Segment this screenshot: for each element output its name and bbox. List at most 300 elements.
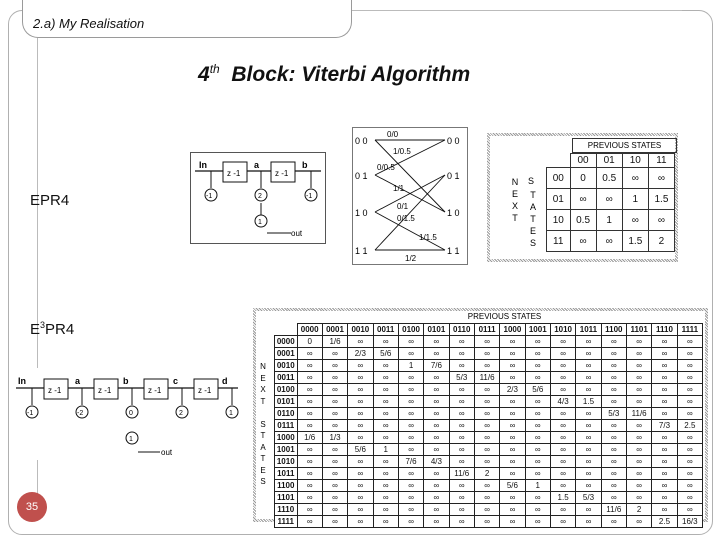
e3pr4-row-label: 1000 [275, 432, 298, 444]
e3pr4-table-row [275, 384, 703, 396]
e3pr4-cell: ∞ [373, 516, 398, 528]
e3pr4-cell: ∞ [550, 516, 575, 528]
e3pr4-side-letter: E [260, 465, 266, 475]
e3pr4-side-letter: X [260, 385, 266, 394]
e3pr4-cell: 7/6 [424, 360, 449, 372]
e3pr4-cell: ∞ [424, 492, 449, 504]
e3pr4-cell: ∞ [576, 468, 601, 480]
epr4-table-corner [547, 154, 571, 168]
title-text: Block: Viterbi Algorithm [231, 63, 471, 86]
e3pr4-table-row [275, 360, 703, 372]
e3pr4-cell: ∞ [322, 408, 347, 420]
epr4-table-row-00 [547, 168, 675, 189]
e3pr4-label-prefix: E [30, 321, 41, 338]
e3pr4-cell: ∞ [424, 516, 449, 528]
e3pr4-cell: ∞ [398, 408, 423, 420]
e3pr4-cell: ∞ [500, 468, 525, 480]
e3pr4-cell: ∞ [348, 480, 373, 492]
e3pr4-cell: ∞ [398, 516, 423, 528]
e3pr4-cell: ∞ [677, 480, 702, 492]
e3pr4-cell: ∞ [550, 468, 575, 480]
epr4-cell: 0 [570, 168, 596, 189]
e3pr4-cell: 5/6 [525, 384, 550, 396]
e3pr4-cell: ∞ [449, 408, 474, 420]
e3pr4-cell: ∞ [348, 492, 373, 504]
epr4-state-table-panel [490, 136, 675, 259]
e3pr4-cell: ∞ [297, 396, 322, 408]
epr4-cell: ∞ [648, 168, 674, 189]
e3pr4-cell: ∞ [576, 432, 601, 444]
e3pr4-cell: ∞ [500, 456, 525, 468]
epr4-coef-3: -1 [306, 193, 313, 200]
epr4-row-label: 11 [547, 231, 571, 252]
title-ordinal-suffix: th [209, 62, 220, 76]
epr4-cell: ∞ [648, 210, 674, 231]
e3pr4-coef-3: 0 [129, 410, 133, 417]
e3pr4-coef-6: 1 [129, 436, 133, 443]
e3pr4-cell: ∞ [449, 384, 474, 396]
e3pr4-cell: ∞ [348, 516, 373, 528]
e3pr4-cell: ∞ [652, 468, 677, 480]
e3pr4-cell: ∞ [576, 384, 601, 396]
e3pr4-cell: 1 [398, 360, 423, 372]
e3pr4-table-row [275, 480, 703, 492]
e3pr4-cell: ∞ [550, 360, 575, 372]
epr4-side-s: S [528, 176, 535, 186]
e3pr4-cell: 1/3 [322, 432, 347, 444]
trellis-diagram [352, 127, 468, 265]
e3pr4-cell: ∞ [601, 516, 626, 528]
e3pr4-cell: 11/6 [449, 468, 474, 480]
e3pr4-cell: ∞ [525, 516, 550, 528]
e3pr4-cell: ∞ [525, 360, 550, 372]
e3pr4-cell: ∞ [652, 396, 677, 408]
e3pr4-cell: 16/3 [677, 516, 702, 528]
e3pr4-cell: ∞ [652, 504, 677, 516]
epr4-side-left-t: T [512, 213, 518, 223]
e3pr4-cell: ∞ [601, 396, 626, 408]
e3pr4-coef-1: -1 [27, 410, 34, 417]
e3pr4-side-letter: S [260, 419, 266, 429]
e3pr4-table-row [275, 504, 703, 516]
e3pr4-cell: ∞ [373, 432, 398, 444]
e3pr4-row-label: 0000 [275, 336, 298, 348]
e3pr4-table-corner [275, 324, 298, 336]
e3pr4-cell: ∞ [474, 420, 499, 432]
e3pr4-cell: ∞ [601, 480, 626, 492]
e3pr4-col-header: 0111 [474, 324, 499, 336]
e3pr4-metric-table [274, 323, 703, 528]
e3pr4-col-header: 1010 [550, 324, 575, 336]
e3pr4-cell: ∞ [348, 504, 373, 516]
e3pr4-cell: ∞ [525, 372, 550, 384]
e3pr4-cell: ∞ [525, 492, 550, 504]
e3pr4-cell: ∞ [449, 360, 474, 372]
e3pr4-cell: 5/3 [601, 408, 626, 420]
e3pr4-cell: ∞ [626, 456, 651, 468]
e3pr4-cell: ∞ [398, 396, 423, 408]
e3pr4-side-letter: T [260, 431, 266, 440]
slide-title [198, 62, 470, 87]
e3pr4-cell: ∞ [525, 456, 550, 468]
e3pr4-col-header: 0010 [348, 324, 373, 336]
e3pr4-cell: ∞ [525, 408, 550, 420]
e3pr4-cell: ∞ [474, 492, 499, 504]
e3pr4-cell: ∞ [576, 456, 601, 468]
e3pr4-cell: ∞ [677, 408, 702, 420]
e3pr4-cell: ∞ [626, 516, 651, 528]
e3pr4-cell: ∞ [652, 444, 677, 456]
e3pr4-cell: ∞ [474, 336, 499, 348]
e3pr4-cell: ∞ [550, 504, 575, 516]
e3pr4-cell: ∞ [601, 444, 626, 456]
e3pr4-row-label: 0010 [275, 360, 298, 372]
e3pr4-cell: ∞ [576, 372, 601, 384]
e3pr4-cell: ∞ [500, 348, 525, 360]
e3pr4-cell: ∞ [322, 420, 347, 432]
e3pr4-node-b: b [123, 376, 129, 386]
e3pr4-cell: 4/3 [550, 396, 575, 408]
e3pr4-cell: ∞ [424, 468, 449, 480]
e3pr4-cell: ∞ [449, 516, 474, 528]
title-ordinal-number: 4 [198, 63, 210, 86]
e3pr4-cell: ∞ [398, 432, 423, 444]
e3pr4-cell: ∞ [449, 396, 474, 408]
epr4-col-00: 00 [570, 154, 596, 168]
epr4-row-label: 01 [547, 189, 571, 210]
e3pr4-cell: ∞ [500, 516, 525, 528]
trellis-right-state-10: 1 0 [447, 208, 460, 218]
e3pr4-cell: ∞ [322, 516, 347, 528]
e3pr4-cell: ∞ [297, 348, 322, 360]
e3pr4-cell: ∞ [525, 420, 550, 432]
epr4-table-col-header-row [547, 154, 675, 168]
e3pr4-cell: ∞ [525, 504, 550, 516]
e3pr4-cell: ∞ [424, 432, 449, 444]
e3pr4-cell: ∞ [550, 420, 575, 432]
e3pr4-cell: ∞ [576, 348, 601, 360]
e3pr4-cell: 7/3 [652, 420, 677, 432]
e3pr4-cell: ∞ [626, 468, 651, 480]
e3pr4-cell: ∞ [297, 504, 322, 516]
e3pr4-col-header: 1111 [677, 324, 702, 336]
e3pr4-cell: ∞ [576, 336, 601, 348]
e3pr4-col-header: 0110 [449, 324, 474, 336]
e3pr4-cell: ∞ [652, 432, 677, 444]
e3pr4-cell: ∞ [424, 504, 449, 516]
e3pr4-cell: ∞ [500, 396, 525, 408]
epr4-table-row-11 [547, 231, 675, 252]
e3pr4-cell: ∞ [322, 384, 347, 396]
e3pr4-cell: ∞ [297, 444, 322, 456]
e3pr4-cell: ∞ [449, 504, 474, 516]
e3pr4-cell: ∞ [652, 348, 677, 360]
e3pr4-cell: ∞ [424, 444, 449, 456]
e3pr4-table-row [275, 348, 703, 360]
e3pr4-cell: ∞ [576, 504, 601, 516]
epr4-cell: 0.5 [570, 210, 596, 231]
e3pr4-cell: ∞ [474, 456, 499, 468]
e3pr4-cell: ∞ [424, 480, 449, 492]
e3pr4-cell: 2.5 [677, 420, 702, 432]
e3pr4-cell: ∞ [348, 456, 373, 468]
e3pr4-row-label: 1010 [275, 456, 298, 468]
e3pr4-cell: ∞ [373, 384, 398, 396]
e3pr4-cell: ∞ [373, 336, 398, 348]
e3pr4-table-row [275, 516, 703, 528]
e3pr4-cell: 2 [626, 504, 651, 516]
e3pr4-cell: ∞ [322, 480, 347, 492]
e3pr4-coef-5: 1 [229, 410, 233, 417]
e3pr4-cell: ∞ [550, 408, 575, 420]
e3pr4-cell: ∞ [652, 360, 677, 372]
e3pr4-table-row [275, 396, 703, 408]
e3pr4-cell: 11/6 [474, 372, 499, 384]
e3pr4-cell: ∞ [677, 360, 702, 372]
e3pr4-cell: ∞ [550, 336, 575, 348]
e3pr4-table-row [275, 468, 703, 480]
epr4-col-01: 01 [596, 154, 622, 168]
e3pr4-cell: ∞ [398, 468, 423, 480]
e3pr4-cell: ∞ [373, 468, 398, 480]
e3pr4-cell: ∞ [626, 432, 651, 444]
e3pr4-cell: ∞ [525, 468, 550, 480]
e3pr4-cell: ∞ [601, 384, 626, 396]
e3pr4-table-row [275, 432, 703, 444]
e3pr4-cell: ∞ [373, 396, 398, 408]
e3pr4-cell: ∞ [449, 444, 474, 456]
epr4-delay-2: z -1 [275, 169, 289, 178]
e3pr4-cell: ∞ [424, 408, 449, 420]
e3pr4-col-header: 1001 [525, 324, 550, 336]
e3pr4-node-c: c [173, 376, 179, 386]
e3pr4-cell: ∞ [297, 468, 322, 480]
e3pr4-cell: ∞ [348, 420, 373, 432]
e3pr4-cell: ∞ [474, 396, 499, 408]
e3pr4-cell: ∞ [348, 336, 373, 348]
e3pr4-cell: ∞ [373, 372, 398, 384]
e3pr4-cell: ∞ [297, 408, 322, 420]
e3pr4-table-row [275, 420, 703, 432]
e3pr4-cell: ∞ [550, 372, 575, 384]
e3pr4-cell: ∞ [677, 336, 702, 348]
e3pr4-cell: 1 [373, 444, 398, 456]
e3pr4-cell: ∞ [373, 408, 398, 420]
epr4-side-right-s: S [529, 238, 536, 248]
trellis-right-state-00: 0 0 [447, 136, 460, 146]
epr4-cell: 0.5 [596, 168, 622, 189]
e3pr4-col-header: 0100 [398, 324, 423, 336]
e3pr4-side-letter: S [260, 477, 266, 486]
e3pr4-cell: 2.5 [652, 516, 677, 528]
e3pr4-cell: 5/3 [576, 492, 601, 504]
e3pr4-table-row [275, 444, 703, 456]
e3pr4-cell: ∞ [474, 444, 499, 456]
e3pr4-col-header: 0000 [297, 324, 322, 336]
epr4-table-header: PREVIOUS STATES [572, 138, 677, 153]
e3pr4-cell: ∞ [550, 480, 575, 492]
section-header [22, 0, 352, 38]
e3pr4-cell: ∞ [424, 348, 449, 360]
e3pr4-cell: ∞ [525, 348, 550, 360]
e3pr4-cell: ∞ [398, 492, 423, 504]
e3pr4-row-label: 0011 [275, 372, 298, 384]
e3pr4-table-row [275, 456, 703, 468]
trellis-left-state-01: 0 1 [355, 171, 368, 181]
epr4-node-a: a [254, 160, 260, 170]
e3pr4-cell: ∞ [474, 432, 499, 444]
e3pr4-cell: 1 [525, 480, 550, 492]
epr4-table-row-10 [547, 210, 675, 231]
epr4-in-label: In [199, 160, 207, 170]
e3pr4-cell: ∞ [525, 396, 550, 408]
e3pr4-cell: ∞ [348, 372, 373, 384]
e3pr4-cell: ∞ [373, 492, 398, 504]
e3pr4-cell: 5/6 [373, 348, 398, 360]
e3pr4-cell: ∞ [398, 504, 423, 516]
trellis-branch-label-2: 1/0.5 [393, 147, 411, 156]
e3pr4-delay-3: z -1 [148, 386, 162, 395]
epr4-table-row-01 [547, 189, 675, 210]
e3pr4-cell: ∞ [398, 348, 423, 360]
e3pr4-side-letter: T [260, 396, 266, 406]
e3pr4-table-row [275, 492, 703, 504]
epr4-out-label: out [291, 229, 303, 238]
trellis-branch-label-5: 0/1 [397, 202, 409, 211]
e3pr4-cell: ∞ [500, 420, 525, 432]
e3pr4-cell: ∞ [601, 456, 626, 468]
e3pr4-in-label: In [18, 376, 26, 386]
e3pr4-col-header: 0101 [424, 324, 449, 336]
trellis-right-state-01: 0 1 [447, 171, 460, 181]
e3pr4-cell: ∞ [500, 408, 525, 420]
e3pr4-table-header: PREVIOUS STATES [467, 312, 542, 321]
e3pr4-cell: 7/6 [398, 456, 423, 468]
e3pr4-cell: ∞ [576, 444, 601, 456]
e3pr4-cell: ∞ [601, 372, 626, 384]
e3pr4-cell: ∞ [297, 480, 322, 492]
e3pr4-row-label: 0110 [275, 408, 298, 420]
epr4-side-right-a: A [529, 202, 536, 212]
e3pr4-cell: ∞ [576, 420, 601, 432]
e3pr4-cell: ∞ [348, 408, 373, 420]
e3pr4-cell: ∞ [550, 444, 575, 456]
e3pr4-delay-1: z -1 [48, 386, 62, 395]
e3pr4-cell: ∞ [424, 396, 449, 408]
e3pr4-cell: ∞ [550, 384, 575, 396]
e3pr4-cell: ∞ [550, 456, 575, 468]
e3pr4-cell: ∞ [449, 480, 474, 492]
e3pr4-cell: ∞ [322, 348, 347, 360]
e3pr4-cell: ∞ [677, 432, 702, 444]
trellis-branch-label-7: 1/1.5 [419, 233, 437, 242]
e3pr4-cell: ∞ [677, 468, 702, 480]
e3pr4-row-label: 1001 [275, 444, 298, 456]
e3pr4-cell: ∞ [677, 396, 702, 408]
e3pr4-cell: ∞ [449, 420, 474, 432]
epr4-circuit-diagram [190, 152, 326, 244]
e3pr4-cell: ∞ [601, 420, 626, 432]
epr4-coef-4: 1 [258, 219, 262, 226]
e3pr4-cell: 11/6 [601, 504, 626, 516]
e3pr4-cell: ∞ [348, 396, 373, 408]
e3pr4-cell: ∞ [677, 444, 702, 456]
e3pr4-cell: 1.5 [576, 396, 601, 408]
e3pr4-cell: ∞ [398, 336, 423, 348]
e3pr4-cell: ∞ [576, 480, 601, 492]
e3pr4-cell: ∞ [449, 336, 474, 348]
epr4-side-left-e: E [511, 189, 518, 199]
e3pr4-cell: ∞ [348, 432, 373, 444]
trellis-left-state-00: 0 0 [355, 136, 368, 146]
e3pr4-cell: ∞ [525, 444, 550, 456]
epr4-cell: ∞ [596, 231, 622, 252]
e3pr4-cell: ∞ [322, 468, 347, 480]
e3pr4-row-label: 1011 [275, 468, 298, 480]
e3pr4-col-header: 0001 [322, 324, 347, 336]
e3pr4-side-letter: N [260, 362, 266, 371]
e3pr4-cell: ∞ [677, 348, 702, 360]
e3pr4-coef-2: -2 [77, 410, 84, 417]
e3pr4-row-label: 0101 [275, 396, 298, 408]
e3pr4-cell: ∞ [322, 360, 347, 372]
e3pr4-node-d: d [222, 376, 228, 386]
e3pr4-cell: ∞ [322, 396, 347, 408]
e3pr4-cell: ∞ [322, 504, 347, 516]
e3pr4-cell: 1.5 [550, 492, 575, 504]
e3pr4-cell: ∞ [449, 492, 474, 504]
epr4-label: EPR4 [30, 192, 70, 209]
e3pr4-cell: ∞ [626, 384, 651, 396]
e3pr4-cell: ∞ [474, 480, 499, 492]
e3pr4-cell: ∞ [525, 432, 550, 444]
e3pr4-circuit-svg [12, 368, 242, 460]
trellis-branch-label-6: 0/1.5 [397, 214, 415, 223]
e3pr4-cell: ∞ [297, 492, 322, 504]
trellis-left-state-10: 1 0 [355, 208, 368, 218]
epr4-cell: ∞ [570, 189, 596, 210]
e3pr4-node-a: a [75, 376, 81, 386]
e3pr4-side-letter: A [260, 442, 266, 452]
e3pr4-cell: ∞ [424, 336, 449, 348]
e3pr4-cell: ∞ [626, 480, 651, 492]
e3pr4-table-side [258, 361, 268, 488]
e3pr4-cell: ∞ [652, 492, 677, 504]
e3pr4-cell: ∞ [424, 372, 449, 384]
e3pr4-cell: ∞ [297, 372, 322, 384]
e3pr4-cell: ∞ [576, 360, 601, 372]
e3pr4-col-header: 1011 [576, 324, 601, 336]
epr4-circuit-svg [191, 153, 325, 243]
epr4-table-side-right [526, 189, 540, 249]
e3pr4-cell: ∞ [626, 420, 651, 432]
trellis-branch-label-1: 0/0 [387, 130, 399, 139]
e3pr4-cell: ∞ [626, 372, 651, 384]
e3pr4-cell: ∞ [626, 492, 651, 504]
e3pr4-cell: ∞ [677, 456, 702, 468]
e3pr4-cell: ∞ [322, 444, 347, 456]
e3pr4-cell: ∞ [297, 360, 322, 372]
e3pr4-state-table-panel [256, 311, 705, 526]
e3pr4-cell: ∞ [652, 372, 677, 384]
e3pr4-col-header: 1100 [601, 324, 626, 336]
e3pr4-row-label: 1100 [275, 480, 298, 492]
e3pr4-col-header: 0011 [373, 324, 398, 336]
epr4-state-table [487, 133, 678, 262]
trellis-right-state-11: 1 1 [447, 246, 460, 256]
trellis-svg [353, 128, 467, 264]
e3pr4-row-label: 0111 [275, 420, 298, 432]
